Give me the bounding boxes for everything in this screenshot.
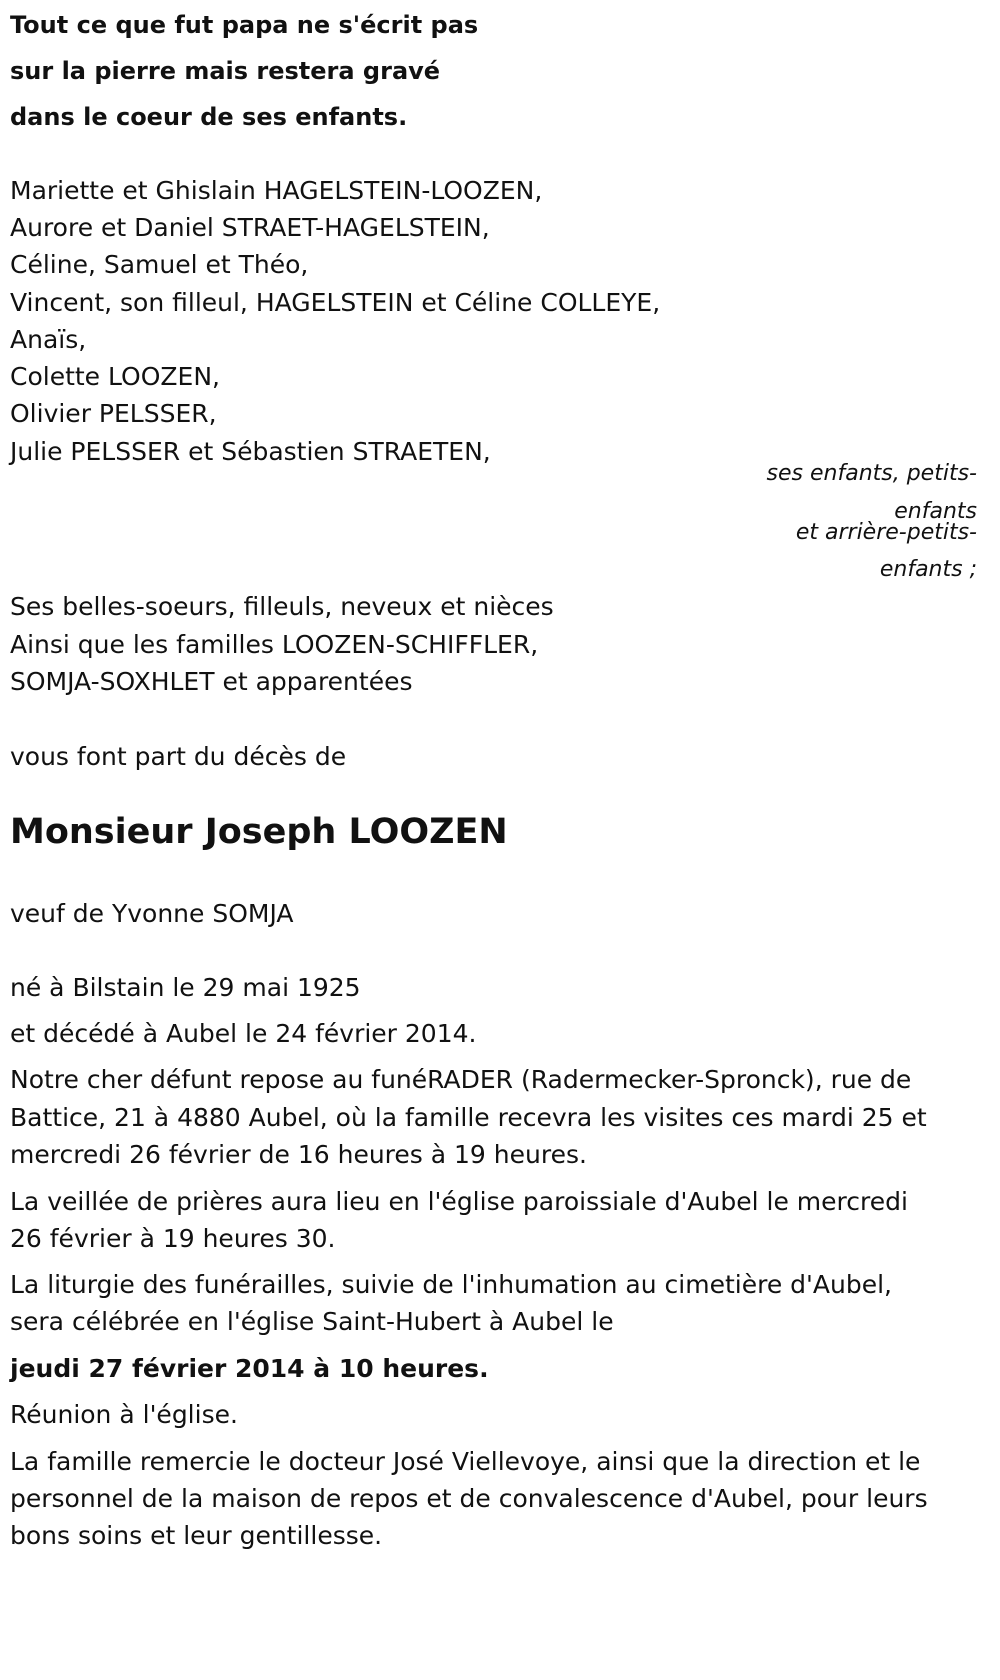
birth-line: né à Bilstain le 29 mai 1925: [10, 973, 361, 1002]
thanks-line: bons soins et leur gentillesse.: [10, 1521, 383, 1550]
motto-line: Tout ce que fut papa ne s'écrit pas: [10, 11, 479, 39]
rest-line: Notre cher défunt repose au funéRADER (Radermecker-Spronck), rue de: [10, 1065, 912, 1094]
liturgy-line: La liturgie des funérailles, suivie de l'inhumation au cimetière d'Aubel,: [10, 1270, 892, 1299]
relation-line: ses enfants, petits-: [766, 461, 977, 486]
family-member: Vincent, son filleul, HAGELSTEIN et Céline COLLEYE,: [10, 288, 661, 317]
thanks-line: personnel de la maison de repos et de convalescence d'Aubel, pour leurs: [10, 1484, 928, 1513]
family-member: Anaïs,: [10, 325, 87, 354]
deceased-name: Monsieur Joseph LOOZEN: [10, 812, 508, 852]
family-member: Mariette et Ghislain HAGELSTEIN-LOOZEN,: [10, 176, 543, 205]
relation-line: enfants: [894, 499, 977, 524]
family-member: Céline, Samuel et Théo,: [10, 250, 309, 279]
thanks-line: La famille remercie le docteur José Viellevoye, ainsi que la direction et le: [10, 1447, 921, 1476]
death-line: et décédé à Aubel le 24 février 2014.: [10, 1019, 477, 1048]
funeral-date: jeudi 27 février 2014 à 10 heures.: [10, 1354, 489, 1383]
family-member: Colette LOOZEN,: [10, 362, 220, 391]
relation-line: et arrière-petits-: [795, 520, 977, 545]
extended-family-line: Ses belles-soeurs, filleuls, neveux et nièces: [10, 592, 554, 621]
extended-family-line: SOMJA-SOXHLET et apparentées: [10, 667, 413, 696]
family-member: Aurore et Daniel STRAET-HAGELSTEIN,: [10, 213, 490, 242]
family-member: Olivier PELSSER,: [10, 399, 217, 428]
relation-line: enfants ;: [879, 557, 977, 582]
meeting-line: Réunion à l'église.: [10, 1400, 238, 1429]
liturgy-line: sera célébrée en l'église Saint-Hubert à Aubel le: [10, 1307, 614, 1336]
motto-line: dans le coeur de ses enfants.: [10, 103, 408, 131]
extended-family-line: Ainsi que les familles LOOZEN-SCHIFFLER,: [10, 630, 539, 659]
vigil-line: La veillée de prières aura lieu en l'église paroissiale d'Aubel le mercredi: [10, 1187, 908, 1216]
announcement: vous font part du décès de: [10, 742, 347, 771]
motto-line: sur la pierre mais restera gravé: [10, 57, 441, 85]
rest-line: mercredi 26 février de 16 heures à 19 heures.: [10, 1140, 587, 1169]
widower-line: veuf de Yvonne SOMJA: [10, 899, 294, 928]
rest-line: Battice, 21 à 4880 Aubel, où la famille recevra les visites ces mardi 25 et: [10, 1103, 927, 1132]
family-member: Julie PELSSER et Sébastien STRAETEN,: [10, 437, 491, 466]
vigil-line: 26 février à 19 heures 30.: [10, 1224, 336, 1253]
